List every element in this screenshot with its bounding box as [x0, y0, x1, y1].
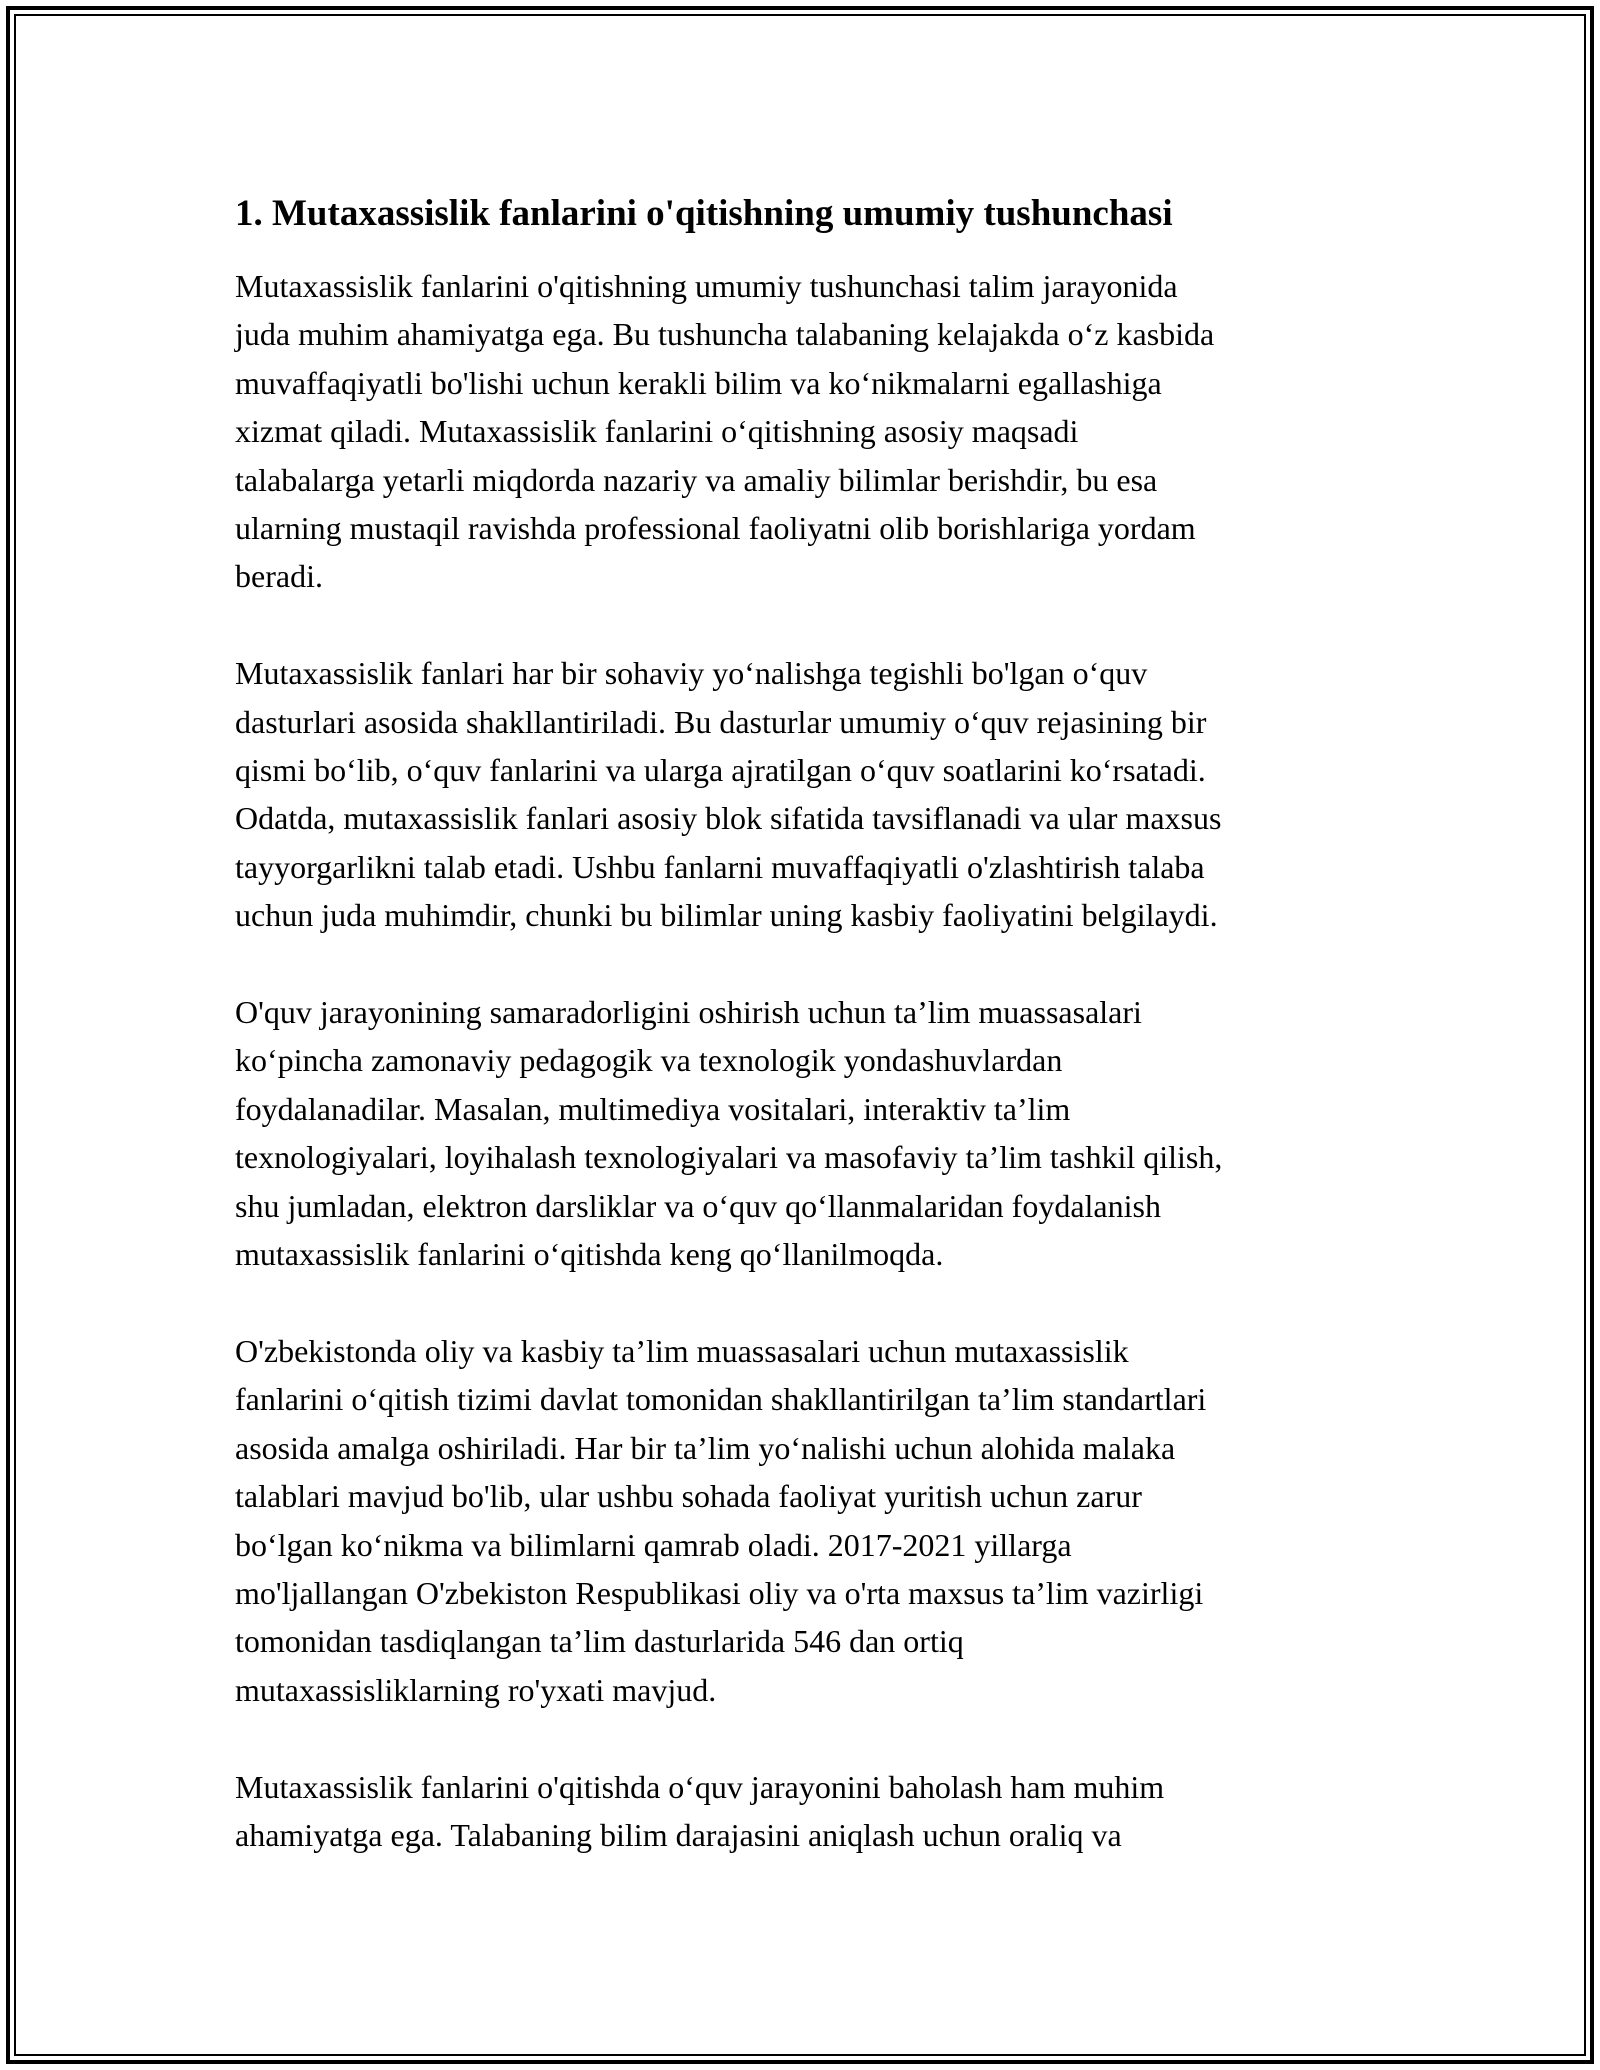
paragraph-line: uchun juda muhimdir, chunki bu bilimlar uning kasbiy faoliyatini belgilaydi. — [235, 897, 1218, 934]
paragraph-line: foydalanadilar. Masalan, multimediya vositalari, interaktiv ta’lim — [235, 1090, 1071, 1127]
paragraph-line: Mutaxassislik fanlari har bir sohaviy yo‘nalishga tegishli bo'lgan o‘quv — [235, 655, 1148, 692]
paragraph — [235, 1763, 1375, 1860]
paragraph-line: talablari mavjud bo'lib, ular ushbu sohada faoliyat yuritish uchun zarur — [235, 1478, 1142, 1515]
paragraph-line: texnologiyalari, loyihalash texnologiyalari va masofaviy ta’lim tashkil qilish, — [235, 1139, 1223, 1176]
paragraph-line: xizmat qiladi. Mutaxassislik fanlarini o‘qitishning asosiy maqsadi — [235, 413, 1079, 450]
section-heading: 1. Mutaxassislik fanlarini o'qitishning umumiy tushunchasi — [235, 193, 1173, 234]
paragraph — [235, 1327, 1375, 1714]
paragraph-line: dasturlari asosida shakllantiriladi. Bu dasturlar umumiy o‘quv rejasining bir — [235, 703, 1207, 740]
paragraph-line: juda muhim ahamiyatga ega. Bu tushuncha talabaning kelajakda o‘z kasbida — [235, 316, 1215, 353]
paragraph-line: fanlarini o‘qitish tizimi davlat tomonidan shakllantirilgan ta’lim standartlari — [235, 1381, 1207, 1418]
paragraph-line: qismi bo‘lib, o‘quv fanlarini va ularga ajratilgan o‘quv soatlarini ko‘rsatadi. — [235, 752, 1206, 789]
paragraph-line: muvaffaqiyatli bo'lishi uchun kerakli bilim va ko‘nikmalarni egallashiga — [235, 364, 1162, 401]
paragraph — [235, 649, 1375, 939]
paragraph-line: ahamiyatga ega. Talabaning bilim darajasini aniqlash uchun oraliq va — [235, 1816, 1122, 1853]
paragraph-line: O'zbekistonda oliy va kasbiy ta’lim muassasalari uchun mutaxassislik — [235, 1332, 1129, 1369]
paragraph-line: tayyorgarlikni talab etadi. Ushbu fanlarni muvaffaqiyatli o'zlashtirish talaba — [235, 848, 1205, 885]
paragraph-line: mutaxassisliklarning ro'yxati mavjud. — [235, 1671, 717, 1708]
paragraph — [235, 988, 1375, 1278]
paragraph-line: shu jumladan, elektron darsliklar va o‘quv qo‘llanmalaridan foydalanish — [235, 1187, 1161, 1224]
paragraph-container — [235, 262, 1375, 1859]
paragraph-line: talabalarga yetarli miqdorda nazariy va amaliy bilimlar berishdir, bu esa — [235, 461, 1158, 498]
paragraph-line: O'quv jarayonining samaradorligini oshirish uchun ta’lim muassasalari — [235, 994, 1142, 1031]
paragraph-line: Odatda, mutaxassislik fanlari asosiy blok sifatida tavsiflanadi va ular maxsus — [235, 800, 1222, 837]
paragraph-line: asosida amalga oshiriladi. Har bir ta’lim yo‘nalishi uchun alohida malaka — [235, 1429, 1176, 1466]
paragraph-line: Mutaxassislik fanlarini o'qitishning umumiy tushunchasi talim jarayonida — [235, 268, 1178, 304]
paragraph-line: mutaxassislik fanlarini o‘qitishda keng qo‘llanilmoqda. — [235, 1236, 944, 1273]
paragraph-line: tomonidan tasdiqlangan ta’lim dasturlarida 546 dan ortiq — [235, 1623, 964, 1660]
paragraph-line: ularning mustaqil ravishda professional faoliyatni olib borishlariga yordam — [235, 510, 1196, 547]
document-body — [235, 190, 1375, 1908]
paragraph-line: bo‘lgan ko‘nikma va bilimlarni qamrab oladi. 2017-2021 yillarga — [235, 1526, 1072, 1563]
paragraph-line: mo'ljallangan O'zbekiston Respublikasi oliy va o'rta maxsus ta’lim vazirligi — [235, 1574, 1204, 1611]
paragraph-line: beradi. — [235, 558, 323, 595]
paragraph-line: Mutaxassislik fanlarini o'qitishda o‘quv jarayonini baholash ham muhim — [235, 1768, 1165, 1805]
paragraph — [235, 262, 1375, 601]
paragraph-line: ko‘pincha zamonaviy pedagogik va texnologik yondashuvlardan — [235, 1042, 1063, 1079]
